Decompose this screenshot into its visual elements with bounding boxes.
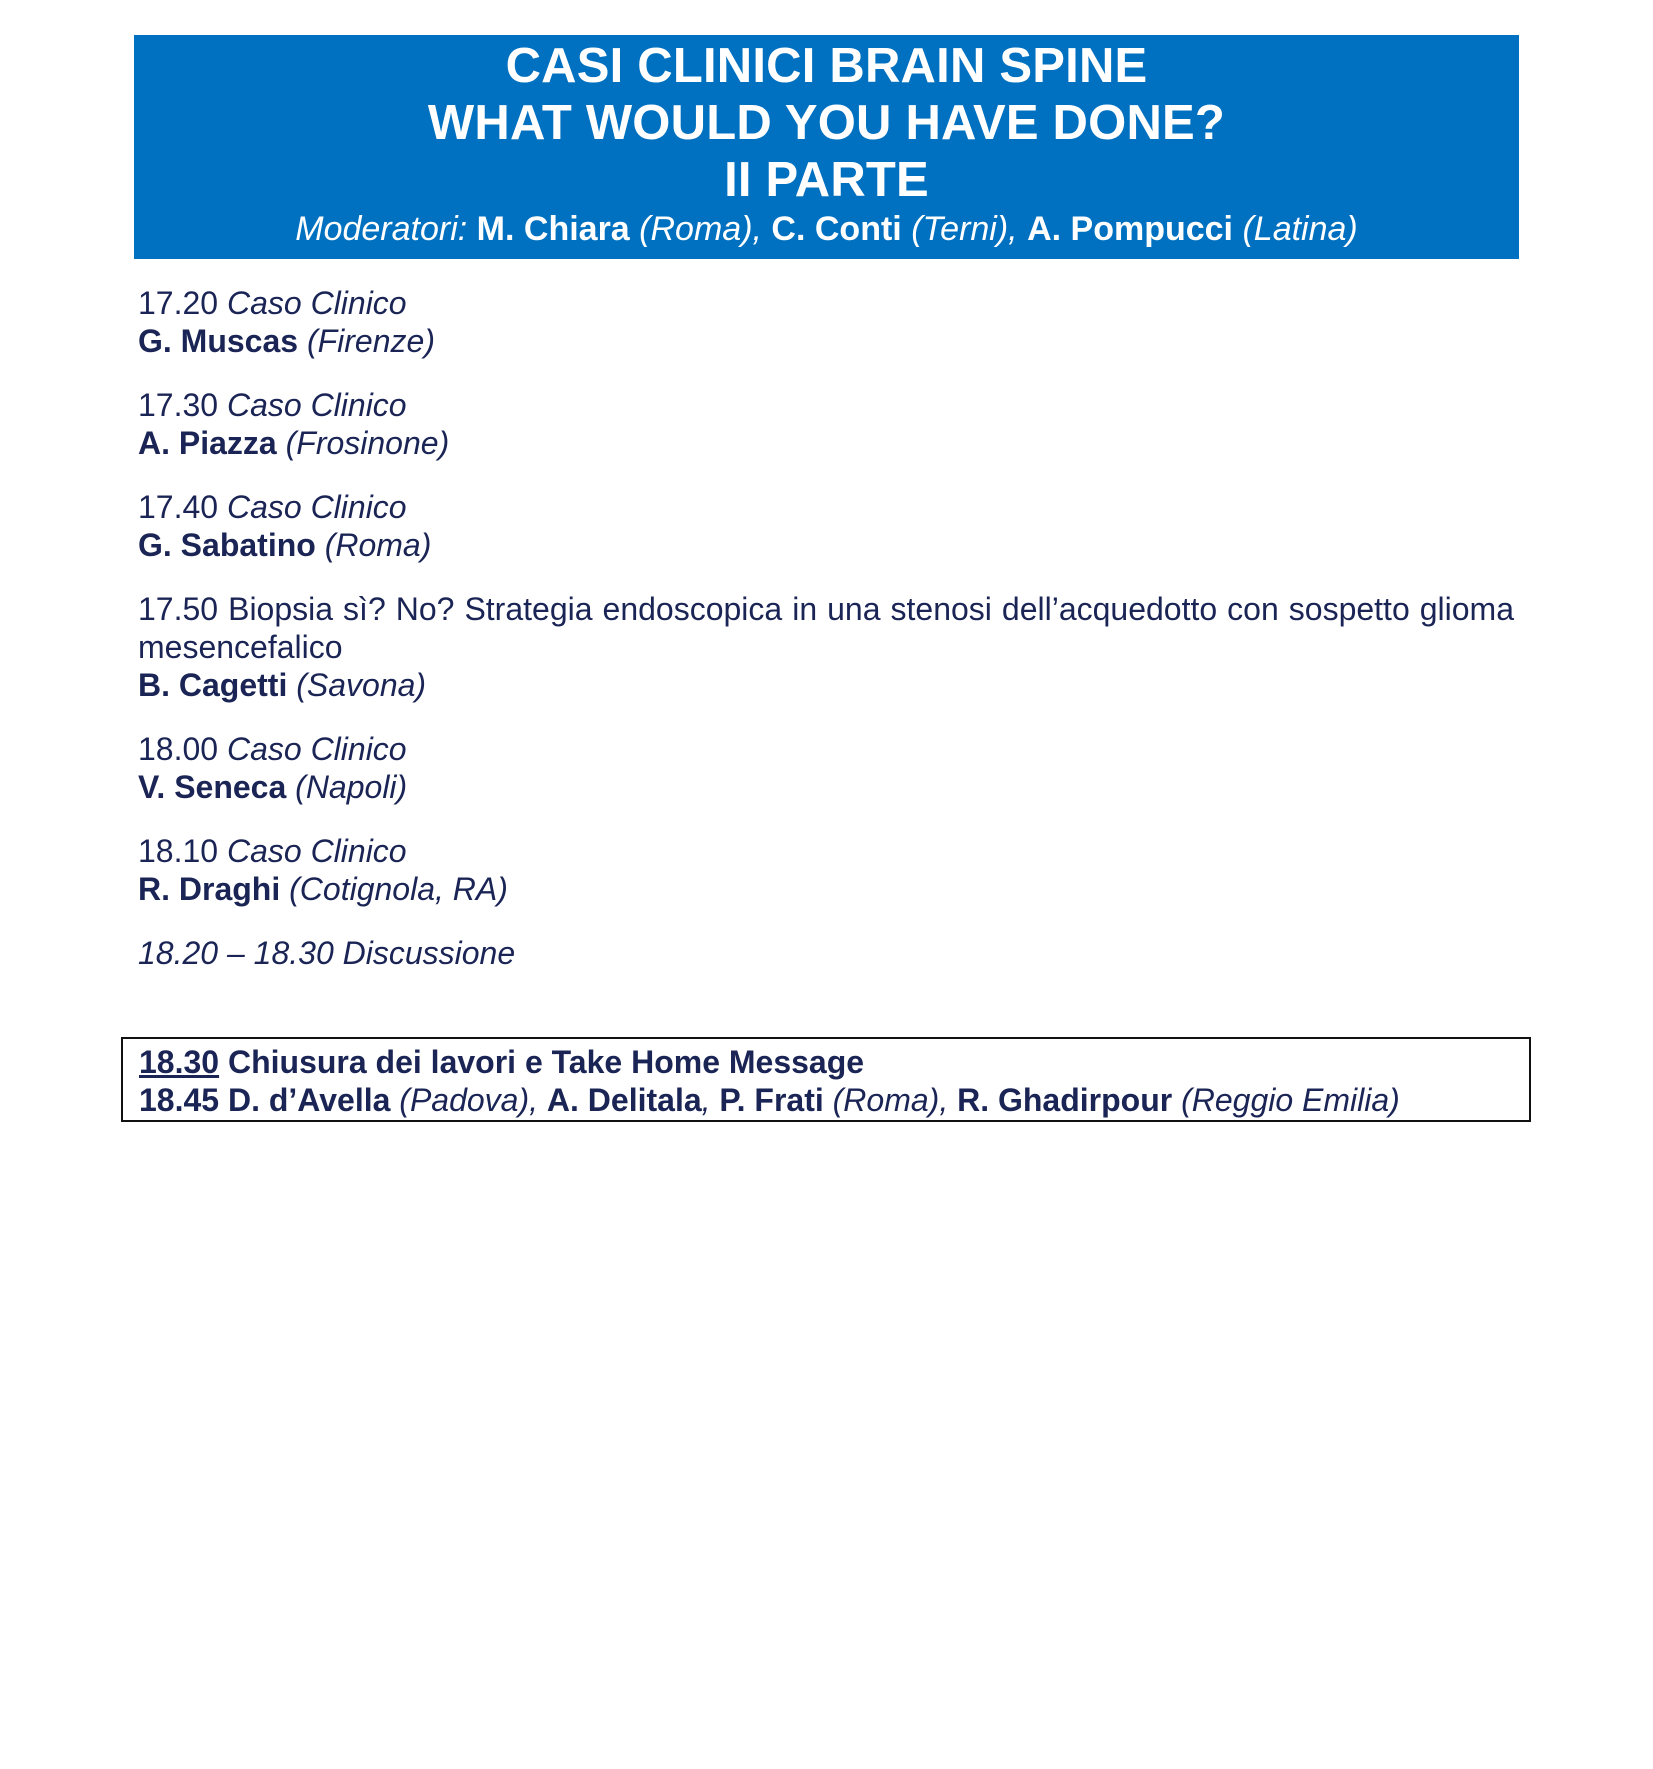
speaker-name: G. Sabatino — [138, 527, 316, 563]
agenda-title: Caso Clinico — [226, 387, 407, 423]
moderator-city: (Latina) — [1242, 210, 1358, 248]
closing-line-1 — [139, 1043, 1529, 1081]
speaker-name: R. Draghi — [138, 871, 281, 907]
speaker-name: V. Seneca — [138, 769, 287, 805]
session-title-line-3: II PARTE — [724, 153, 929, 207]
moderators-line — [134, 207, 1519, 251]
agenda-entry-heading — [138, 730, 1514, 768]
session-title-line-1: CASI CLINICI BRAIN SPINE — [505, 39, 1148, 93]
agenda-title: Caso Clinico — [226, 285, 407, 321]
moderator-name: M. Chiara — [476, 210, 630, 248]
closing-speaker-name: A. Delitala — [546, 1082, 702, 1118]
moderators-label: Moderatori: — [295, 210, 468, 248]
agenda-title: Caso Clinico — [226, 731, 407, 767]
agenda-speaker-line — [138, 666, 1514, 704]
closing-speaker-city: , — [701, 1082, 711, 1118]
closing-box — [121, 1037, 1531, 1122]
agenda-title: Caso Clinico — [226, 489, 407, 525]
agenda-entry — [138, 386, 1514, 462]
agenda-list — [138, 284, 1514, 972]
closing-title: Chiusura dei lavori e Take Home Message — [227, 1044, 865, 1080]
agenda-entry — [138, 832, 1514, 908]
agenda-entry-heading — [138, 488, 1514, 526]
agenda-entry-heading — [138, 386, 1514, 424]
agenda-speaker-line — [138, 870, 1514, 908]
discussion-entry: 18.20 – 18.30 Discussione — [138, 935, 516, 971]
closing-speaker-city: (Padova), — [399, 1082, 539, 1118]
speaker-city: (Roma) — [324, 527, 432, 563]
closing-speaker-name: D. d’Avella — [227, 1082, 391, 1118]
agenda-speaker-line — [138, 322, 1514, 360]
closing-speaker-city: (Reggio Emilia) — [1181, 1082, 1400, 1118]
agenda-title: Biopsia sì? No? Strategia endoscopica in una stenosi dell’acquedotto con sospetto glioma mesencefalico — [138, 591, 1515, 665]
agenda-speaker-line — [138, 768, 1514, 806]
moderator-name: C. Conti — [771, 210, 902, 248]
agenda-entry — [138, 488, 1514, 564]
moderator-name: A. Pompucci — [1027, 210, 1234, 248]
agenda-entry-heading — [138, 832, 1514, 870]
speaker-name: B. Cagetti — [138, 667, 288, 703]
closing-speaker-name: P. Frati — [719, 1082, 824, 1118]
agenda-time: 17.40 — [138, 489, 219, 525]
agenda-entry — [138, 590, 1514, 704]
agenda-time: 17.50 — [138, 591, 219, 627]
agenda-title: Caso Clinico — [226, 833, 407, 869]
agenda-time: 18.10 — [138, 833, 219, 869]
agenda-time: 18.00 — [138, 731, 219, 767]
agenda-entry-heading — [138, 284, 1514, 322]
speaker-city: (Napoli) — [295, 769, 408, 805]
speaker-city: (Savona) — [296, 667, 427, 703]
closing-speaker-city: (Roma), — [832, 1082, 949, 1118]
closing-speaker-name: R. Ghadirpour — [957, 1082, 1173, 1118]
closing-time-2: 18.45 — [139, 1082, 220, 1118]
session-title-line-2: WHAT WOULD YOU HAVE DONE? — [427, 96, 1226, 150]
agenda-entry — [138, 284, 1514, 360]
agenda-time: 17.20 — [138, 285, 219, 321]
moderator-city: (Terni), — [911, 210, 1018, 248]
speaker-name: A. Piazza — [138, 425, 277, 461]
agenda-entry-heading — [138, 590, 1514, 666]
moderator-city: (Roma), — [639, 210, 762, 248]
speaker-city: (Firenze) — [306, 323, 435, 359]
closing-time: 18.30 — [139, 1044, 220, 1080]
speaker-city: (Frosinone) — [285, 425, 450, 461]
agenda-entry — [138, 730, 1514, 806]
agenda-time: 17.30 — [138, 387, 219, 423]
agenda-speaker-line — [138, 526, 1514, 564]
session-header — [134, 35, 1519, 259]
agenda-speaker-line — [138, 424, 1514, 462]
closing-line-2 — [139, 1081, 1529, 1119]
speaker-name: G. Muscas — [138, 323, 299, 359]
speaker-city: (Cotignola, RA) — [289, 871, 508, 907]
